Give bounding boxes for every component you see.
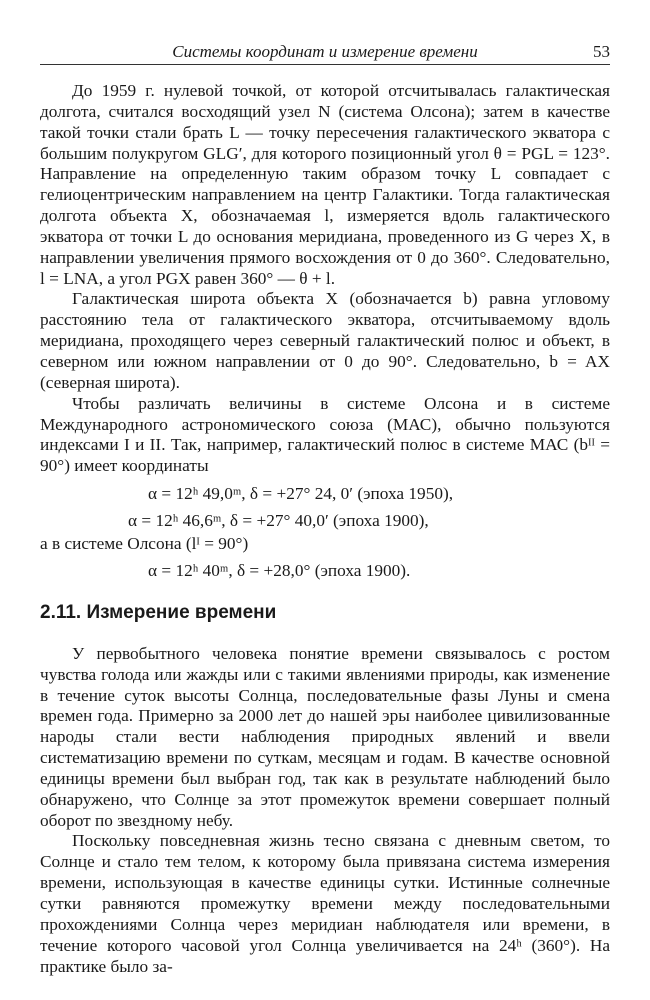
section-heading: 2.11. Измерение времени: [40, 601, 277, 623]
paragraph-olson-system: а в системе Олсона (lᴵ = 90°): [40, 534, 249, 554]
formula-iau-1900: α = 12ʰ 46,6ᵐ, δ = +27° 40,0′ (эпоха 1900),: [128, 511, 429, 531]
paragraph-primitive-time: У первобытного человека понятие времени связывалось с ростом чувства голода или жажды или с такими явлениями природы, как изменение в течение суток высоты Солнца, последовательные фазы Луны и смена времен года. Примерно за 2000 лет до нашей эры наиболее цивилизованные народы стали вести наблюдения природных явлений и ввели систематизацию времени по суткам, месяцам и годам. В качестве основной единицы времени был выбран год, так как в результате наблюдений было обнаружено, что Солнце за этот промежуток времени совершает полный оборот по звездному небу.: [40, 643, 610, 830]
running-head: [40, 40, 610, 65]
page-number: 53: [593, 42, 610, 61]
paragraph-indices: Чтобы различать величины в системе Олсона и в системе Международного астрономического союза (МАС), обычно пользуются индексами I и II. Так, например, галактический полюс в системе МАС (bᴵᴵ = 90°) имеет координаты: [40, 393, 610, 476]
paragraph-galactic-latitude: Галактическая широта объекта X (обозначается b) равна угловому расстоянию тела от галактического экватора, отсчитываемому вдоль меридиана, проходящего через северный галактический полюс и объект, в северном или южном направлении от 0 до 90°. Следовательно, b = AX (северная широта).: [40, 289, 610, 392]
formula-olson-1900: α = 12ʰ 40ᵐ, δ = +28,0° (эпоха 1900).: [148, 560, 411, 580]
paragraph-solar-day: Поскольку повседневная жизнь тесно связана с дневным светом, то Солнце и стало тем телом, к которому была привязана система измерения времени, использующая в качестве единицы сутки. Истинные солнечные сутки равняются промежутку времени между последовательными прохождениями Солнца через меридиан наблюдателя или времени, в течение которого часовой угол Солнца увеличивается на 24ʰ (360°). На практике было за-: [40, 831, 610, 976]
running-title: Системы координат и измерение времени: [172, 42, 478, 61]
body-text: [40, 81, 610, 977]
formula-iau-1950: α = 12ʰ 49,0ᵐ, δ = +27° 24, 0′ (эпоха 1950),: [148, 484, 454, 504]
book-page: [40, 40, 610, 977]
paragraph-galactic-longitude: До 1959 г. нулевой точкой, от которой отсчитывалась галактическая долгота, считался восходящий узел N (система Олсона); затем в качестве такой точки стали брать L — точку пересечения галактического экватора с большим полукругом GLG′, для которого позиционный угол θ = PGL = 123°. Направление на определенную таким образом точку L совпадает с гелиоцентрическим направлением на центр Галактики. Тогда галактическая долгота объекта X, обозначаемая l, измеряется вдоль галактического экватора от точки L до основания меридиана, проведенного из G через X, в направлении увеличения прямого восхождения от 0 до 360°. Следовательно, l = LNA, а угол PGX равен 360° — θ + l.: [40, 81, 610, 288]
